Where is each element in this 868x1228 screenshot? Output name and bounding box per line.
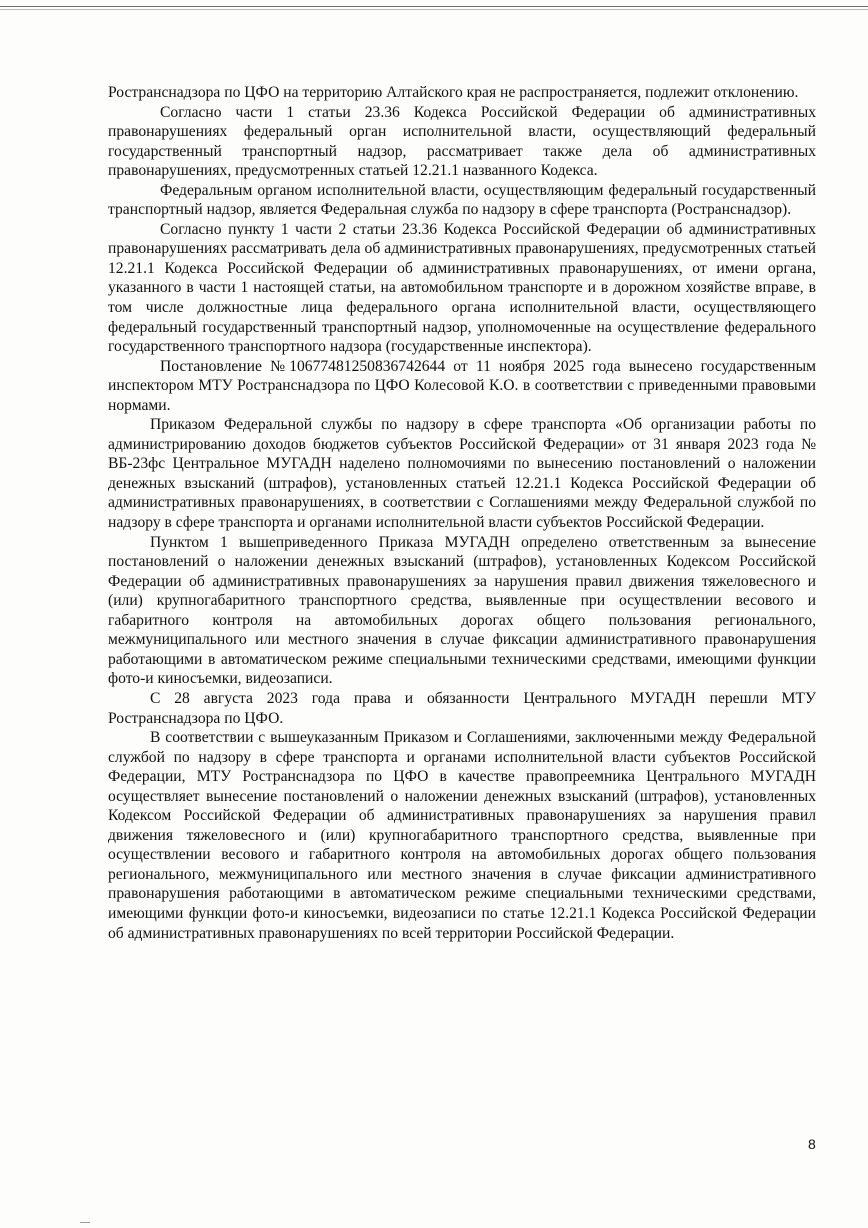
- paragraph-agreements: В соответствии с вышеуказанным Приказом и Соглашениями, заключенными между Федеральной службой по надзору в сфере транспорта и органами исполнительной власти субъектов Российской Федерации, МТУ Ространснадзора по ЦФО в качестве правопреемника Центрального МУГАДН осуществляет вынесение постановлений о наложении денежных взысканий (штрафов), установленных Кодексом Российской Федерации об административных правонарушениях за нарушения правил движения тяжеловесного и (или) крупногабаритного транспортного средства, выявленные при осуществлении весового и габаритного контроля на автомобильных дорогах общего пользования регионального, межмуниципального или местного значения в случае фиксации административного правонарушения работающими в автоматическом режиме специальными техническими средствами, имеющими функции фото-и киносъемки, видеозаписи по статье 12.21.1 Кодекса Российской Федерации об административных правонарушениях по всей территории Российской Федерации.: [108, 729, 816, 942]
- paragraph-article-23-36-part-1: Согласно части 1 статьи 23.36 Кодекса Российской Федерации об административных правонарушениях федеральный орган исполнительной власти, осуществляющий федеральный государственный транспортный надзор, рассматривает также дела об административных правонарушениях, предусмотренных статьей 12.21.1 названного Кодекса.: [108, 103, 816, 180]
- paragraph-succession: С 28 августа 2023 года права и обязанности Центрального МУГАДН перешли МТУ Ространснадзора по ЦФО.: [108, 689, 816, 727]
- document-body: [108, 83, 816, 943]
- page-number: 8: [808, 1136, 816, 1152]
- paragraph-article-23-36-part-2: Согласно пункту 1 части 2 статьи 23.36 Кодекса Российской Федерации об административных правонарушениях рассматривать дела об административных правонарушениях, предусмотренных статьей 12.21.1 Кодекса Российской Федерации об административных правонарушениях, от имени органа, указанного в части 1 настоящей статьи, на автомобильном транспорте и в дорожном хозяйстве вправе, в том числе должностные лица федерального органа исполнительной власти, осуществляющего федеральный государственный транспортный надзор, уполномоченные на осуществление федерального государственного транспортного надзора (государственные инспектора).: [108, 220, 816, 356]
- paragraph-resolution: Постановление №10677481250836742644 от 11 ноября 2025 года вынесено государственным инспектором МТУ Ространснадзора по ЦФО Колесовой К.О. в соответствии с приведенными правовыми нормами.: [108, 357, 816, 414]
- paragraph-continuation: Ространснадзора по ЦФО на территорию Алтайского края не распространяется, подлежит отклонению.: [108, 84, 799, 101]
- scan-speck: [80, 1222, 90, 1223]
- paragraph-order: Приказом Федеральной службы по надзору в сфере транспорта «Об организации работы по администрированию доходов бюджетов субъектов Российской Федерации» от 31 января 2023 года № ВБ-23фс Центральное МУГАДН наделено полномочиями по вынесению постановлений о наложении денежных взысканий (штрафов), установленных статьей 12.21.1 Кодекса Российской Федерации об административных правонарушениях, в соответствии с Соглашениями между Федеральной службой по надзору в сфере транспорта и органами исполнительной власти субъектов Российской Федерации.: [108, 416, 816, 532]
- paragraph-federal-authority: Федеральным органом исполнительной власти, осуществляющим федеральный государственный транспортный надзор, является Федеральная служба по надзору в сфере транспорта (Ространснадзор).: [108, 181, 816, 219]
- paragraph-order-item-1: Пунктом 1 вышеприведенного Приказа МУГАДН определено ответственным за вынесение постановлений о наложении денежных взысканий (штрафов), установленных Кодексом Российской Федерации об административных правонарушениях за нарушения правил движения тяжеловесного и (или) крупногабаритного транспортного средства, выявленные при осуществлении весового и габаритного контроля на автомобильных дорогах общего пользования регионального, межмуниципального или местного значения в случае фиксации административного правонарушения работающими в автоматическом режиме специальными техническими средствами, имеющими функции фото-и киносъемки, видеозаписи.: [108, 533, 816, 688]
- scan-top-edge-shadow: [0, 9, 868, 10]
- scan-top-edge: [0, 6, 868, 7]
